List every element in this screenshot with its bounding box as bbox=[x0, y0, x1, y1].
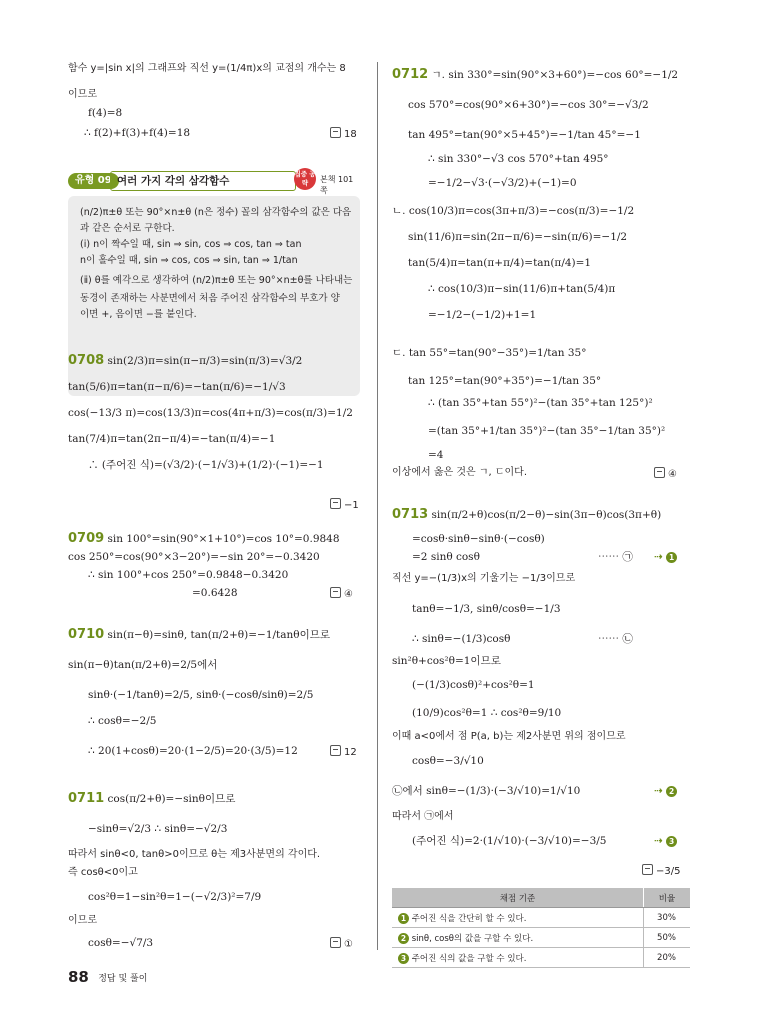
solution-line: (주어진 식)=2·(1/√10)·(−3/√10)=−3/5 bbox=[412, 835, 607, 847]
solution-line: cosθ=−√7/3 bbox=[88, 937, 154, 949]
problem-number: 0708 bbox=[68, 353, 105, 368]
solution-line: =2 sinθ cosθ bbox=[412, 551, 480, 563]
problem-0709: 0709 sin 100°=sin(90°×1+10°)=cos 10°=0.9848 bbox=[68, 531, 340, 546]
answer-0711: ① bbox=[330, 937, 353, 950]
intro-line-1: 함수 y=|sin x|의 그래프와 직선 y=(1/4π)x의 교점의 개수는 8 bbox=[68, 63, 346, 74]
answer-icon bbox=[330, 745, 341, 756]
solution-line: cosθ=−3/√10 bbox=[412, 755, 484, 767]
summary-line: 동경이 존재하는 사분면에서 처음 주어진 삼각함수의 부호가 양 bbox=[80, 293, 340, 304]
summary-line: (ⅱ) θ를 예각으로 생각하여 (n/2)π±θ 또는 90°×n±θ를 나타내는 bbox=[80, 275, 353, 286]
answer-0709: ④ bbox=[330, 587, 353, 600]
summary-line: 이면 +, 음이면 −를 붙인다. bbox=[80, 309, 197, 320]
grading-table bbox=[392, 888, 690, 968]
solution-line: tan(7/4)π=tan(2π−π/4)=−tan(π/4)=−1 bbox=[68, 433, 276, 445]
column-divider bbox=[377, 62, 378, 950]
step-number: 3 bbox=[398, 953, 409, 964]
solution-line: sin²θ+cos²θ=1이므로 bbox=[392, 655, 501, 667]
solution-line: cos 570°=cos(90°×6+30°)=−cos 30°=−√3/2 bbox=[408, 99, 649, 111]
solution-line: (−(1/3)cosθ)²+cos²θ=1 bbox=[412, 679, 535, 691]
solution-line: cos 250°=cos(90°×3−20°)=−sin 20°=−0.3420 bbox=[68, 551, 320, 563]
table-row: 1 주어진 식을 간단히 할 수 있다. 30% bbox=[392, 908, 690, 928]
summary-line: n이 홀수일 때, sin ⇒ cos, cos ⇒ sin, tan ⇒ 1/tan bbox=[80, 255, 298, 266]
problem-0712: 0712 ㄱ. sin 330°=sin(90°×3+60°)=−cos 60°=−1/2 bbox=[392, 67, 679, 82]
step-marker: ⇢ 2 bbox=[654, 784, 677, 798]
solution-line: cos²θ=1−sin²θ=1−(−√2/3)²=7/9 bbox=[88, 891, 262, 903]
solution-line: ㉡에서 sinθ=−(1/3)·(−3/√10)=1/√10 bbox=[392, 785, 581, 797]
solution-line: ∴ sinθ=−(1/3)cosθ bbox=[412, 633, 511, 645]
solution-line: ∴ (주어진 식)=(√3/2)·(−1/√3)+(1/2)·(−1)=−1 bbox=[88, 459, 324, 471]
solution-line: sinθ·(−1/tanθ)=2/5, sinθ·(−cosθ/sinθ)=2/5 bbox=[88, 689, 314, 701]
answer-icon bbox=[654, 467, 665, 478]
answer-0710: 12 bbox=[330, 745, 357, 758]
solution-line: tan(5/6)π=tan(π−π/6)=−tan(π/6)=−1/√3 bbox=[68, 381, 286, 393]
solution-line: tan 125°=tan(90°+35°)=−1/tan 35° bbox=[408, 375, 602, 387]
intro-answer: 18 bbox=[330, 127, 357, 140]
solution-line: ∴ cos(10/3)π−sin(11/6)π+tan(5/4)π bbox=[428, 283, 616, 295]
intro-line-2: 이므로 bbox=[68, 89, 97, 100]
step-number: 2 bbox=[398, 933, 409, 944]
solution-line: −sinθ=√2/3 ∴ sinθ=−√2/3 bbox=[88, 823, 228, 835]
solution-line: 이상에서 옳은 것은 ㄱ, ㄷ이다. bbox=[392, 467, 527, 478]
step-marker: ⇢ 3 bbox=[654, 834, 677, 848]
solution-line: cos(−13/3 π)=cos(13/3)π=cos(4π+π/3)=cos(π/3)=1/2 bbox=[68, 407, 353, 419]
problem-number: 0710 bbox=[68, 627, 105, 642]
solution-line: sin(11/6)π=sin(2π−π/6)=−sin(π/6)=−1/2 bbox=[408, 231, 628, 243]
problem-0710: 0710 sin(π−θ)=sinθ, tan(π/2+θ)=−1/tanθ이므로 bbox=[68, 627, 331, 642]
solution-line: tan(5/4)π=tan(π+π/4)=tan(π/4)=1 bbox=[408, 257, 592, 269]
solution-line: ∴ sin 100°+cos 250°=0.9848−0.3420 bbox=[88, 569, 289, 581]
solution-line: ㄷ. tan 55°=tan(90°−35°)=1/tan 35° bbox=[392, 347, 587, 359]
equation-tag: ⋯⋯ ㉡ bbox=[598, 633, 633, 645]
answer-0708: −1 bbox=[330, 498, 359, 511]
table-row: 2 sinθ, cosθ의 값을 구할 수 있다. 50% bbox=[392, 928, 690, 948]
type-tag: 유형 09 bbox=[68, 173, 119, 189]
problem-number: 0709 bbox=[68, 531, 105, 546]
solution-line: =(tan 35°+1/tan 35°)²−(tan 35°−1/tan 35°)² bbox=[428, 425, 666, 437]
problem-0711: 0711 cos(π/2+θ)=−sinθ이므로 bbox=[68, 791, 236, 806]
problem-number: 0713 bbox=[392, 507, 429, 522]
page-footer bbox=[68, 968, 147, 986]
problem-0713: 0713 sin(π/2+θ)cos(π/2−θ)−sin(3π−θ)cos(3π+θ) bbox=[392, 507, 662, 522]
summary-line: (ⅰ) n이 짝수일 때, sin ⇒ sin, cos ⇒ cos, tan ⇒ tan bbox=[80, 239, 302, 250]
solution-line: ∴ (tan 35°+tan 55°)²−(tan 35°+tan 125°)² bbox=[428, 397, 653, 409]
type-title: 여러 가지 각의 삼각함수 bbox=[110, 171, 296, 191]
intro-line-3: f(4)=8 bbox=[88, 107, 123, 119]
solution-line: =−1/2−(−1/2)+1=1 bbox=[428, 309, 537, 321]
solution-line: =cosθ·sinθ−sinθ·(−cosθ) bbox=[412, 533, 545, 545]
equation-tag: ⋯⋯ ㉠ bbox=[598, 551, 633, 563]
solution-line: 이므로 bbox=[68, 915, 97, 926]
solution-line: 즉 cosθ<0이고 bbox=[68, 867, 138, 878]
page-reference: 본책 101쪽 bbox=[320, 175, 354, 195]
answer-icon bbox=[330, 498, 341, 509]
solution-line: tanθ=−1/3, sinθ/cosθ=−1/3 bbox=[412, 603, 561, 615]
problem-0708: 0708 sin(2/3)π=sin(π−π/3)=sin(π/3)=√3/2 bbox=[68, 353, 303, 368]
footer-label: 정답 및 풀이 bbox=[98, 974, 148, 984]
summary-line: (n/2)π±θ 또는 90°×n±θ (n은 정수) 꼴의 삼각함수의 값은 다음 bbox=[80, 207, 352, 218]
answer-icon bbox=[642, 864, 653, 875]
answer-icon bbox=[330, 127, 341, 138]
grade-header-ratio: 비율 bbox=[644, 888, 691, 908]
answer-icon bbox=[330, 937, 341, 948]
problem-number: 0711 bbox=[68, 791, 105, 806]
solution-line: ∴ 20(1+cosθ)=20·(1−2/5)=20·(3/5)=12 bbox=[88, 745, 298, 757]
solution-line: 따라서 ㉠에서 bbox=[392, 811, 454, 822]
solution-line: ㄴ. cos(10/3)π=cos(3π+π/3)=−cos(π/3)=−1/2 bbox=[392, 205, 635, 217]
type-header bbox=[68, 170, 360, 195]
answer-icon bbox=[330, 587, 341, 598]
solution-line: (10/9)cos²θ=1 ∴ cos²θ=9/10 bbox=[412, 707, 562, 719]
step-marker: ⇢ 1 bbox=[654, 550, 677, 564]
problem-number: 0712 bbox=[392, 67, 429, 82]
solution-line: sin(π−θ)tan(π/2+θ)=2/5에서 bbox=[68, 659, 218, 671]
step-number: 1 bbox=[398, 913, 409, 924]
page-number: 88 bbox=[68, 968, 89, 986]
summary-line: 과 같은 순서로 구한다. bbox=[80, 223, 175, 234]
solution-line: ∴ sin 330°−√3 cos 570°+tan 495° bbox=[428, 153, 609, 165]
solution-line: =0.6428 bbox=[192, 587, 238, 599]
solution-line: 이때 a<0에서 점 P(a, b)는 제2사분면 위의 점이므로 bbox=[392, 731, 626, 742]
answer-0712: ④ bbox=[654, 467, 677, 480]
focus-badge: 집중 공략 bbox=[294, 168, 316, 190]
solution-line: 따라서 sinθ<0, tanθ>0이므로 θ는 제3사분면의 각이다. bbox=[68, 849, 321, 860]
intro-line-4: ∴ f(2)+f(3)+f(4)=18 bbox=[84, 127, 191, 139]
solution-line: 직선 y=−(1/3)x의 기울기는 −1/3이므로 bbox=[392, 573, 576, 584]
table-row: 3 주어진 식의 값을 구할 수 있다. 20% bbox=[392, 948, 690, 968]
answer-0713: −3/5 bbox=[642, 864, 680, 877]
solution-line: ∴ cosθ=−2/5 bbox=[88, 715, 157, 727]
grade-header-criteria: 채점 기준 bbox=[392, 888, 644, 908]
solution-line: =−1/2−√3·(−√3/2)+(−1)=0 bbox=[428, 177, 577, 189]
solution-line: =4 bbox=[428, 449, 444, 461]
solution-line: tan 495°=tan(90°×5+45°)=−1/tan 45°=−1 bbox=[408, 129, 641, 141]
